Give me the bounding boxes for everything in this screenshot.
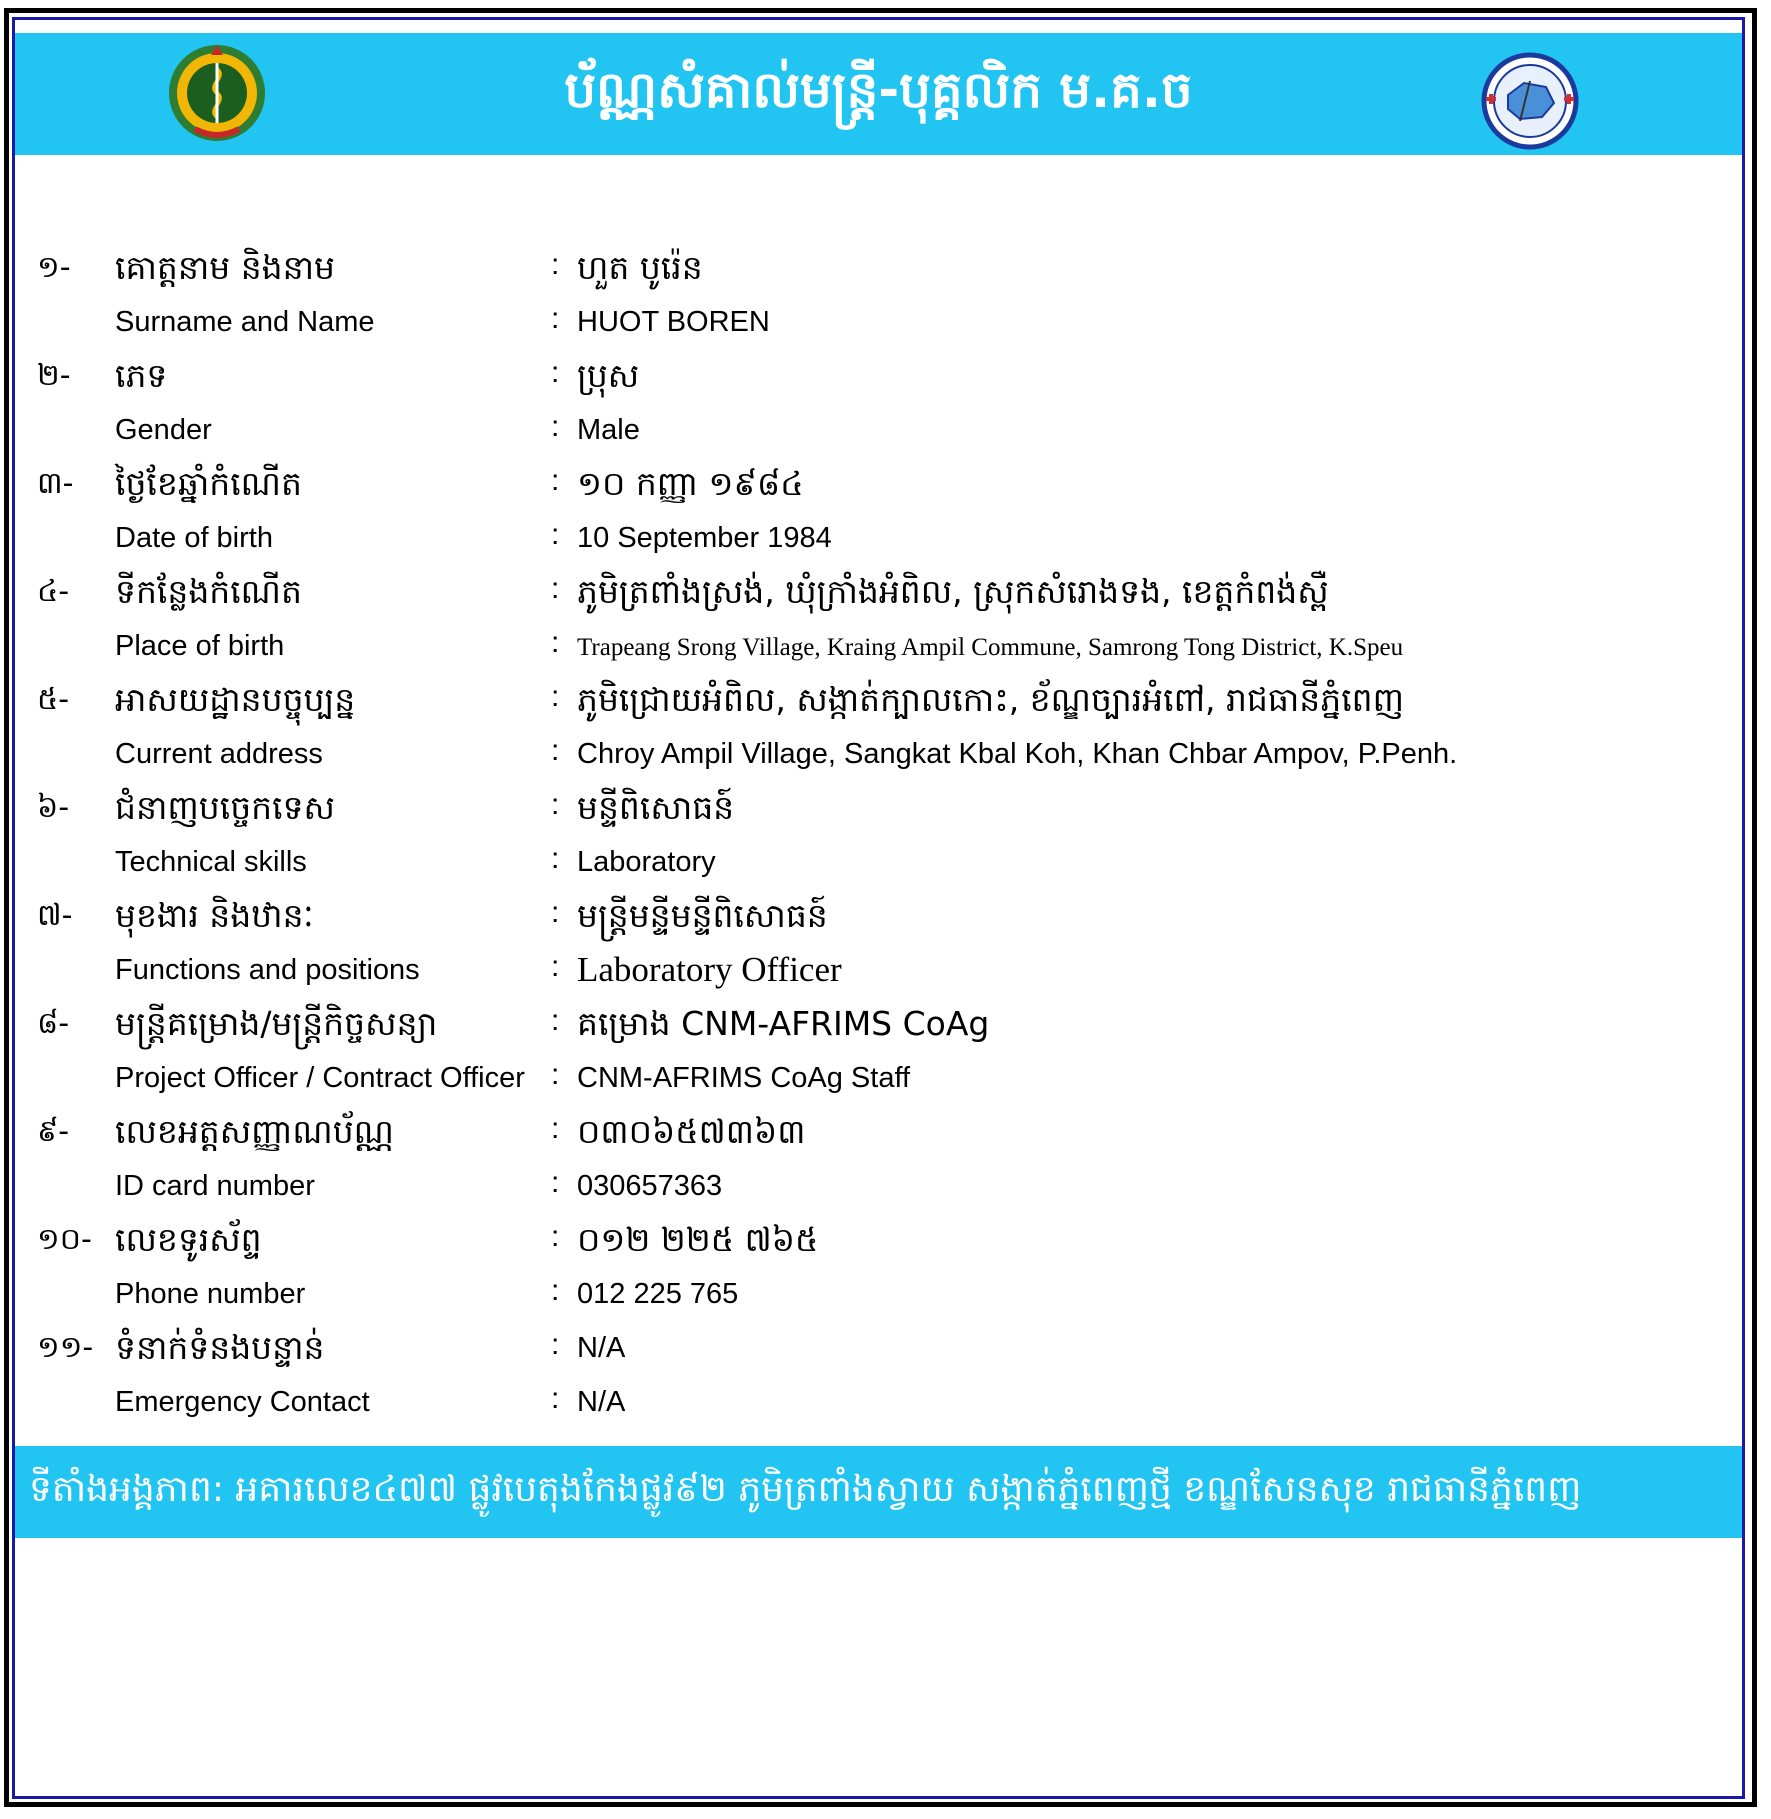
value-en: HUOT BOREN: [577, 306, 770, 338]
colon: :: [551, 1004, 560, 1037]
colon: :: [551, 248, 560, 281]
colon: :: [551, 1328, 560, 1361]
label-km: ទីកន្លែងកំណើត: [115, 572, 302, 611]
row-number: ១-: [37, 250, 71, 285]
row-emergency-km: [15, 1328, 1742, 1384]
card-footer: [15, 1446, 1742, 1538]
colon: :: [551, 572, 560, 605]
row-number: ៧-: [37, 898, 73, 933]
colon: :: [551, 1166, 560, 1199]
label-km: មន្ត្រីគម្រោង/មន្ត្រីកិច្ចសន្យា: [115, 1004, 438, 1043]
label-en: Functions and positions: [115, 954, 420, 986]
colon: :: [551, 1382, 560, 1415]
row-pob-en: [15, 626, 1742, 682]
card-header: [15, 33, 1742, 155]
colon: :: [551, 356, 560, 389]
row-number: ៦-: [37, 790, 70, 825]
colon: :: [551, 1220, 560, 1253]
value-km: មន្ទីពិសោធន៍: [577, 788, 735, 827]
row-address-en: [15, 734, 1742, 790]
label-km: លេខទូរស័ព្ទ: [115, 1220, 262, 1259]
value-en: N/A: [577, 1386, 626, 1418]
row-idcard-en: [15, 1166, 1742, 1222]
row-project-km: [15, 1004, 1742, 1060]
colon: :: [551, 896, 560, 929]
label-en: Phone number: [115, 1278, 306, 1310]
row-project-en: [15, 1058, 1742, 1114]
row-skills-en: [15, 842, 1742, 898]
value-km: ១០ កញ្ញា ១៩៨៤: [577, 464, 804, 503]
value-km: ប្រុស: [577, 356, 640, 395]
row-number: ៥-: [37, 682, 70, 717]
colon: :: [551, 842, 560, 875]
row-dob-km: [15, 464, 1742, 520]
value-km: ហួត បូរ៉េន: [577, 248, 703, 287]
row-dob-en: [15, 518, 1742, 574]
cnm-emblem-icon: [1480, 51, 1580, 151]
card-title: ប័ណ្ណសំគាល់មន្ត្រី-បុគ្គលិក ម.គ.ច: [564, 61, 1193, 119]
value-en: Laboratory Officer: [577, 950, 842, 989]
value-km: ០១២ ២២៥ ៧៦៥: [577, 1220, 819, 1259]
value-en: Chroy Ampil Village, Sangkat Kbal Koh, Khan Chbar Ampov, P.Penh.: [577, 738, 1458, 770]
colon: :: [551, 1112, 560, 1145]
value-en: 10 September 1984: [577, 522, 832, 554]
value-km: ០៣០៦៥៧៣៦៣: [577, 1112, 806, 1151]
row-number: ២-: [37, 358, 71, 393]
label-en: ID card number: [115, 1170, 315, 1202]
label-en: Technical skills: [115, 846, 307, 878]
value-km: ភូមិជ្រោយអំពិល, សង្កាត់ក្បាលកោះ, ខ័ណ្ឌច្បារអំពៅ, រាជធានីភ្នំពេញ: [577, 680, 1405, 719]
colon: :: [551, 518, 560, 551]
row-number: ៣-: [37, 466, 74, 501]
row-pob-km: [15, 572, 1742, 628]
id-card: [12, 17, 1745, 1799]
colon: :: [551, 410, 560, 443]
label-km: ថ្ងៃខែឆ្នាំកំណើត: [115, 464, 302, 503]
footer-address: ទីតាំងអង្គភាព: អគារលេខ៤៧៧ ផ្លូវបេតុងកែងផ្លូវ៩២ ភូមិត្រពាំងស្វាយ សង្កាត់ភ្នំពេញថ្មី ខណ្ឌសែនសុខ រាជធានីភ្នំពេញ: [29, 1469, 1582, 1510]
row-gender-km: [15, 356, 1742, 412]
row-name-en: [15, 302, 1742, 358]
value-en: Male: [577, 414, 640, 446]
row-skills-km: [15, 788, 1742, 844]
colon: :: [551, 680, 560, 713]
label-km: ភេទ: [115, 356, 168, 395]
row-phone-km: [15, 1220, 1742, 1276]
colon: :: [551, 950, 560, 983]
row-number: ៩-: [37, 1114, 70, 1149]
colon: :: [551, 464, 560, 497]
row-number: ១១-: [37, 1330, 94, 1365]
row-number: ៤-: [37, 574, 70, 609]
row-idcard-km: [15, 1112, 1742, 1168]
row-position-km: [15, 896, 1742, 952]
colon: :: [551, 1058, 560, 1091]
label-en: Place of birth: [115, 630, 285, 662]
row-gender-en: [15, 410, 1742, 466]
row-number: ៨-: [37, 1006, 70, 1041]
label-km: មុខងារ និងឋានៈ: [115, 896, 314, 935]
label-en: Emergency Contact: [115, 1386, 370, 1418]
colon: :: [551, 1274, 560, 1307]
label-km: ជំនាញបច្ចេកទេស: [115, 788, 335, 827]
label-km: អាសយដ្ឋានបច្ចុប្បន្ន: [115, 680, 356, 719]
label-km: ទំនាក់ទំនងបន្ទាន់: [115, 1328, 325, 1367]
label-en: Date of birth: [115, 522, 273, 554]
value-en: 012 225 765: [577, 1278, 739, 1310]
row-position-en: [15, 950, 1742, 1006]
label-km: គោត្តនាម និងនាម: [115, 248, 335, 287]
colon: :: [551, 788, 560, 821]
colon: :: [551, 626, 560, 659]
row-address-km: [15, 680, 1742, 736]
colon: :: [551, 302, 560, 335]
row-name-km: [15, 248, 1742, 304]
value-km: មន្ត្រីមន្ទីមន្ទីពិសោធន៍: [577, 896, 828, 935]
label-en: Surname and Name: [115, 306, 375, 338]
label-en: Gender: [115, 414, 212, 446]
value-en: 030657363: [577, 1170, 723, 1202]
value-km: N/A: [577, 1332, 626, 1364]
colon: :: [551, 734, 560, 767]
value-km: គម្រោង CNM-AFRIMS CoAg: [577, 1004, 990, 1043]
label-km: លេខអត្តសញ្ញាណប័ណ្ណ: [115, 1112, 394, 1151]
value-en: Laboratory: [577, 846, 716, 878]
row-number: ១០-: [37, 1222, 92, 1257]
label-en: Current address: [115, 738, 323, 770]
row-phone-en: [15, 1274, 1742, 1330]
value-en: CNM-AFRIMS CoAg Staff: [577, 1062, 911, 1094]
label-en: Project Officer / Contract Officer: [115, 1062, 525, 1094]
row-emergency-en: [15, 1382, 1742, 1438]
value-en: Trapeang Srong Village, Kraing Ampil Commune, Samrong Tong District, K.Speu: [577, 634, 1404, 661]
value-km: ភូមិត្រពាំងស្រង់, ឃុំក្រាំងអំពិល, ស្រុកសំរោងទង, ខេត្តកំពង់ស្ពឺ: [577, 572, 1329, 611]
